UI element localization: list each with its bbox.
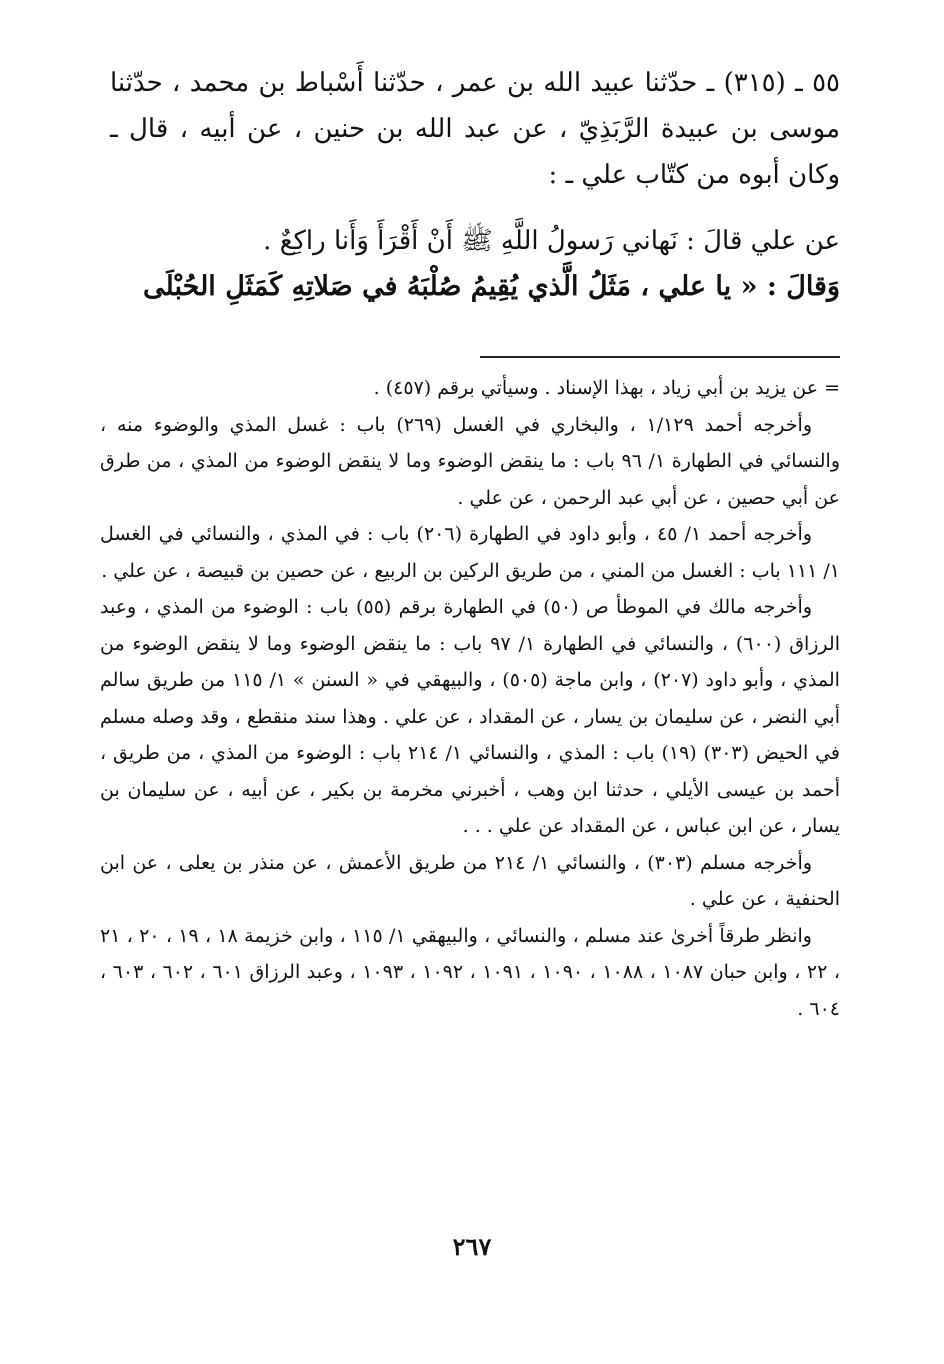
- main-text: [110, 60, 840, 310]
- footnote-paragraph: وانظر طرقاً أخرىٰ عند مسلم ، والنسائي ، والبيهقي ١/ ١١٥ ، وابن خزيمة ١٨ ، ١٩ ، ٢٠ ، ٢١ ، ٢٢ ، وابن حبان ١٠٨٧ ، ١٠٨٨ ، ١٠٩٠ ، ١٠٩١ ، ١٠٩٢ ، ١٠٩٣ ، وعبد الرزاق ٦٠١ ، ٦٠٢ ، ٦٠٣ ، ٦٠٤ .: [100, 924, 840, 1020]
- footnote-separator: [480, 356, 840, 358]
- isnad-paragraph: ٥٥ ـ (٣١٥) ـ حدّثنا عبيد الله بن عمر ، حدّثنا أَسْباط بن محمد ، حدّثنا موسى بن عبيدة الرَّبَذِيّ ، عن عبد الله بن حنين ، عن أبيه ، قال ـ وكان أبوه من كتّاب علي ـ :: [110, 68, 841, 190]
- footnotes: [100, 370, 840, 1027]
- prophet-saying-line: وَقالَ : « يا علي ، مَثَلُ الَّذي يُقِيمُ صُلْبَهُ في صَلاتِهِ كَمَثَلِ الحُبْلَى: [143, 271, 840, 302]
- footnote-continuation: = عن يزيد بن أبي زياد ، بهذا الإسناد . وسيأتي برقم (٤٥٧) .: [373, 377, 840, 399]
- footnote-paragraph: وأخرجه مسلم (٣٠٣) ، والنسائي ١/ ٢١٤ من طريق الأعمش ، عن منذر بن يعلى ، عن ابن الحنفية ، عن علي .: [100, 851, 840, 910]
- footnote-paragraph: وأخرجه مالك في الموطأ ص (٥٠) في الطهارة برقم (٥٥) باب : الوضوء من المذي ، وعبد الرزاق (٦٠٠) ، والنسائي في الطهارة ١/ ٩٧ باب : ما ينقض الوضوء وما لا ينقض الوضوء من المذي ، وأبو داود (٢٠٧) ، وابن ماجة (٥٠٥) ، والبيهقي في « السنن » ١/ ١١٥ من طريق سالم أبي النضر ، عن سليمان بن يسار ، عن المقداد ، عن علي . وهذا سند منقطع ، وقد وصله مسلم في الحيض (٣٠٣) (١٩) باب : المذي ، والنسائي ١/ ٢١٤ باب : الوضوء من المذي ، من طريق ، أحمد بن عيسى الأيلي ، حدثنا ابن وهب ، أخبرني مخرمة بن بكير ، عن أبيه ، عن سليمان بن يسار ، عن ابن عباس ، عن المقداد عن علي . . .: [100, 596, 840, 837]
- matn-line: عن علي قالَ : نَهاني رَسولُ اللَّهِ ﷺ أَنْ أَقْرَأَ وَأَنا راكِعٌ .: [263, 226, 840, 256]
- hadith-block: [110, 60, 840, 310]
- footnote-paragraph: وأخرجه أحمد ١/١٢٩ ، والبخاري في الغسل (٢٦٩) باب : غسل المذي والوضوء منه ، والنسائي في الطهارة ١/ ٩٦ باب : ما ينقض الوضوء وما لا ينقض الوضوء من المذي ، من طرق عن أبي حصين ، عن أبي عبد الرحمن ، عن علي .: [100, 413, 840, 509]
- footnote-paragraph: وأخرجه أحمد ١/ ٤٥ ، وأبو داود في الطهارة (٢٠٦) باب : في المذي ، والنسائي في الغسل ١/ ١١١ باب : الغسل من المني ، من طريق الركين بن الربيع ، عن حصين بن قبيصة ، عن علي .: [100, 523, 840, 582]
- page-number: ٢٦٧: [452, 1232, 492, 1261]
